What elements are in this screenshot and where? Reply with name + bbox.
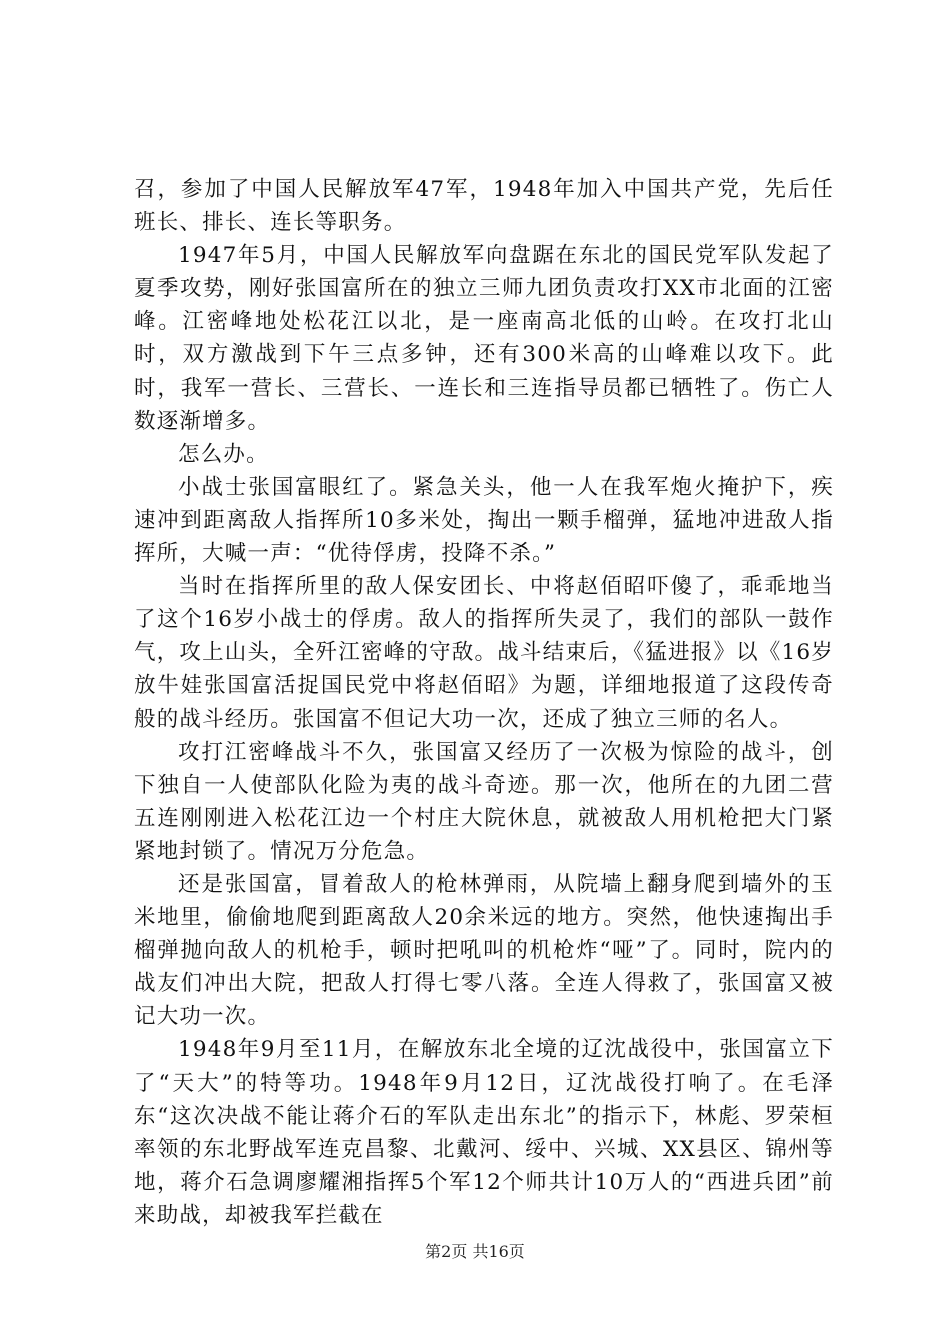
paragraph: 1947年5月，中国人民解放军向盘踞在东北的国民党军队发起了夏季攻势，刚好张国富所在的独立三师九团负责攻打XX市北面的江密峰。江密峰地处松花江以北，是一座南高北低的山岭。在攻打北山时，双方激战到下午三点多钟，还有300米高的山峰难以攻下。此时，我军一营长、三营长、一连长和三连指导员都已牺牲了。伤亡人数逐渐增多。	[134, 243, 834, 434]
paragraph: 1948年9月至11月，在解放东北全境的辽沈战役中，张国富立下了“天大”的特等功。1948年9月12日，辽沈战役打响了。在毛泽东“这次决战不能让蒋介石的军队走出东北”的指示下，林彪、罗荣桓率领的东北野战军连克昌黎、北戴河、绥中、兴城、XX县区、锦州等地，蒋介石急调廖耀湘指挥5个军12个师共计10万人的“西进兵团”前来助战，却被我军拦截在	[134, 1037, 834, 1228]
paragraph: 小战士张国富眼红了。紧急关头，他一人在我军炮火掩护下，疾速冲到距离敌人指挥所10多米处，掏出一颗手榴弹，猛地冲进敌人指挥所，大喊一声：“优待俘虏，投降不杀。”	[134, 474, 834, 567]
paragraph: 怎么办。	[178, 441, 269, 467]
page-number-footer: 第2页 共16页	[425, 1242, 525, 1261]
paragraph: 当时在指挥所里的敌人保安团长、中将赵佰昭吓傻了，乖乖地当了这个16岁小战士的俘虏。敌人的指挥所失灵了，我们的部队一鼓作气，攻上山头，全歼江密峰的守敌。战斗结束后，《猛进报》以《16岁放牛娃张国富活捉国民党中将赵佰昭》为题，详细地报道了这段传奇般的战斗经历。张国富不但记大功一次，还成了独立三师的名人。	[134, 574, 835, 732]
paragraph: 还是张国富，冒着敌人的枪林弹雨，从院墙上翻身爬到墙外的玉米地里，偷偷地爬到距离敌人20余米远的地方。突然，他快速掏出手榴弹抛向敌人的机枪手，顿时把吼叫的机枪炸“哑”了。同时，院内的战友们冲出大院，把敌人打得七零八落。全连人得救了，张国富又被记大功一次。	[134, 871, 834, 1030]
paragraph-continuation: 召，参加了中国人民解放军47军，1948年加入中国共产党，先后任班长、排长、连长等职务。	[134, 177, 834, 236]
document-body	[134, 173, 834, 1232]
paragraph: 攻打江密峰战斗不久，张国富又经历了一次极为惊险的战斗，创下独自一人使部队化险为夷的战斗奇迹。那一次，他所在的九团二营五连刚刚进入松花江边一个村庄大院休息，就被敌人用机枪把大门紧紧地封锁了。情况万分危急。	[134, 739, 834, 864]
